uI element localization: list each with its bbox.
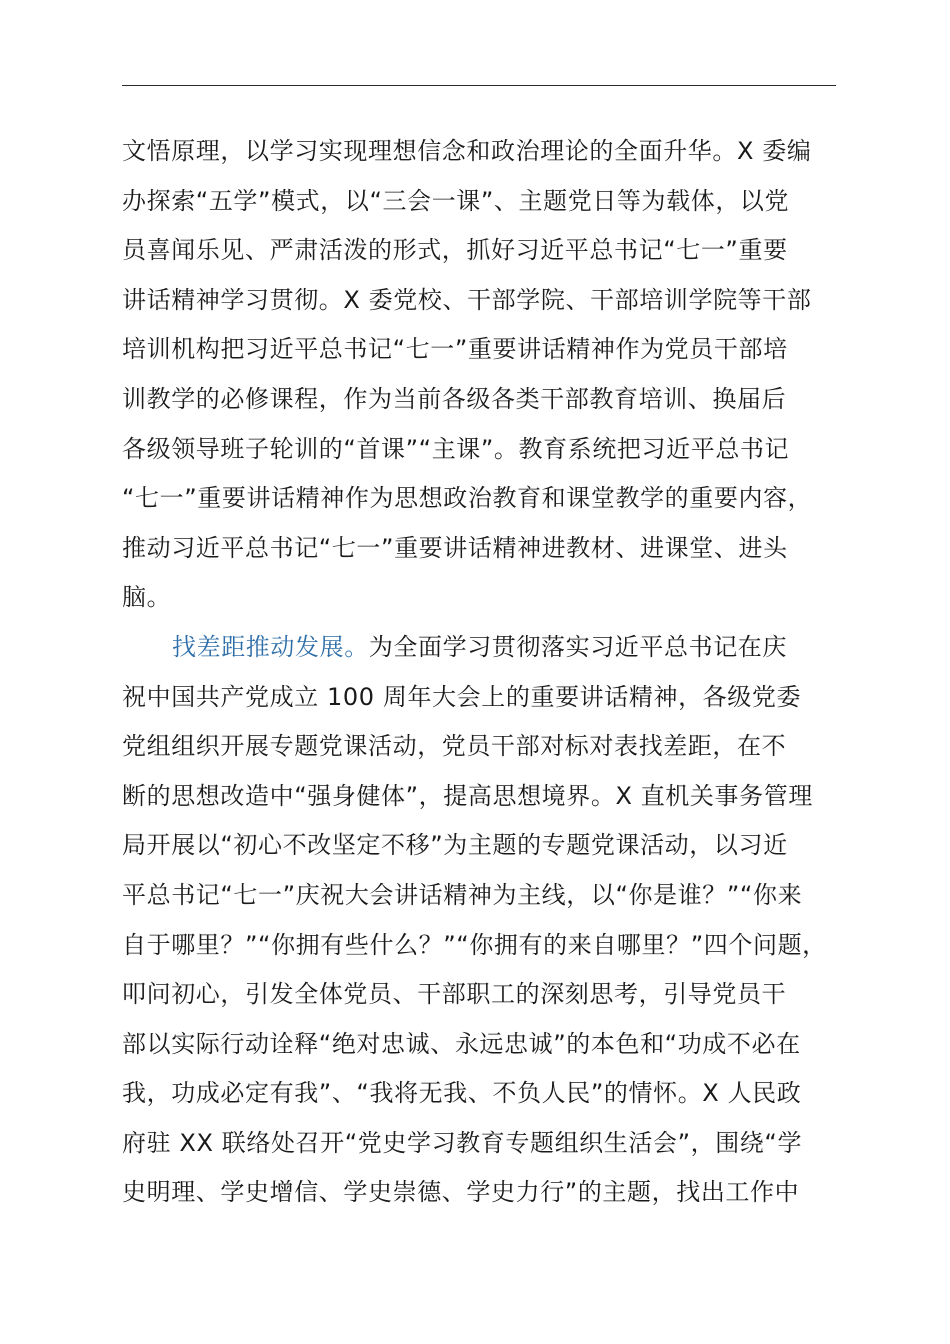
text-line: 各级领导班子轮训的“首课”“主课”。教育系统把习近平总书记 [122, 434, 790, 463]
text-line: 叩问初心，引发全体党员、干部职工的深刻思考，引导党员干 [122, 980, 787, 1009]
text-line: 我，功成必定有我”、“我将无我、不负人民”的情怀。X 人民政 [122, 1079, 802, 1108]
text-line: 文悟原理，以学习实现理想信念和政治理论的全面升华。X 委编 [122, 137, 812, 165]
text-line: 训教学的必修课程，作为当前各级各类干部教育培训、换届后 [122, 384, 787, 413]
text-line: 党组组织开展专题党课活动，党员干部对标对表找差距，在不 [122, 732, 787, 761]
text-line: 讲话精神学习贯彻。X 委党校、干部学院、干部培训学院等干部 [122, 285, 812, 314]
text-line: 培训机构把习近平总书记“七一”重要讲话精神作为党员干部培 [122, 335, 788, 364]
text-line: 史明理、学史增信、学史崇德、学史力行”的主题，找出工作中 [122, 1178, 800, 1207]
text-line: 员喜闻乐见、严肃活泼的形式，抓好习近平总书记“七一”重要 [122, 236, 788, 265]
text-line: 推动习近平总书记“七一”重要讲话精神进教材、进课堂、进头 [122, 533, 788, 562]
text-line: 祝中国共产党成立 100 周年大会上的重要讲话精神，各级党委 [122, 682, 802, 711]
text-line: 自于哪里？”“你拥有些什么？”“你拥有的来自哪里？”四个问题， [122, 930, 827, 959]
text-line: 平总书记“七一”庆祝大会讲话精神为主线，以“你是谁？”“你来 [122, 880, 803, 909]
text-line: 局开展以“初心不改坚定不移”为主题的专题党课活动，以习近 [122, 831, 788, 860]
text-line: 脑。 [122, 583, 172, 612]
text-line: 断的思想改造中“强身健体”，提高思想境界。X 直机关事务管理 [122, 781, 813, 810]
section-heading: 找差距推动发展。 [172, 632, 369, 661]
text-line: 部以实际行动诠释“绝对忠诚、永远忠诚”的本色和“功成不必在 [122, 1029, 801, 1058]
section-heading-line [122, 623, 882, 673]
text-line: 办探索“五学”模式，以“三会一课”、主题党日等为载体，以党 [122, 186, 790, 215]
body-text [122, 127, 882, 1218]
text-line: 府驻 XX 联络处召开“党史学习教育专题组织生活会”，围绕“学 [122, 1128, 803, 1157]
header-rule [122, 85, 836, 86]
section-first-line-text: 为全面学习贯彻落实习近平总书记在庆 [368, 632, 788, 661]
text-line: “七一”重要讲话精神作为思想政治教育和课堂教学的重要内容， [122, 484, 813, 513]
